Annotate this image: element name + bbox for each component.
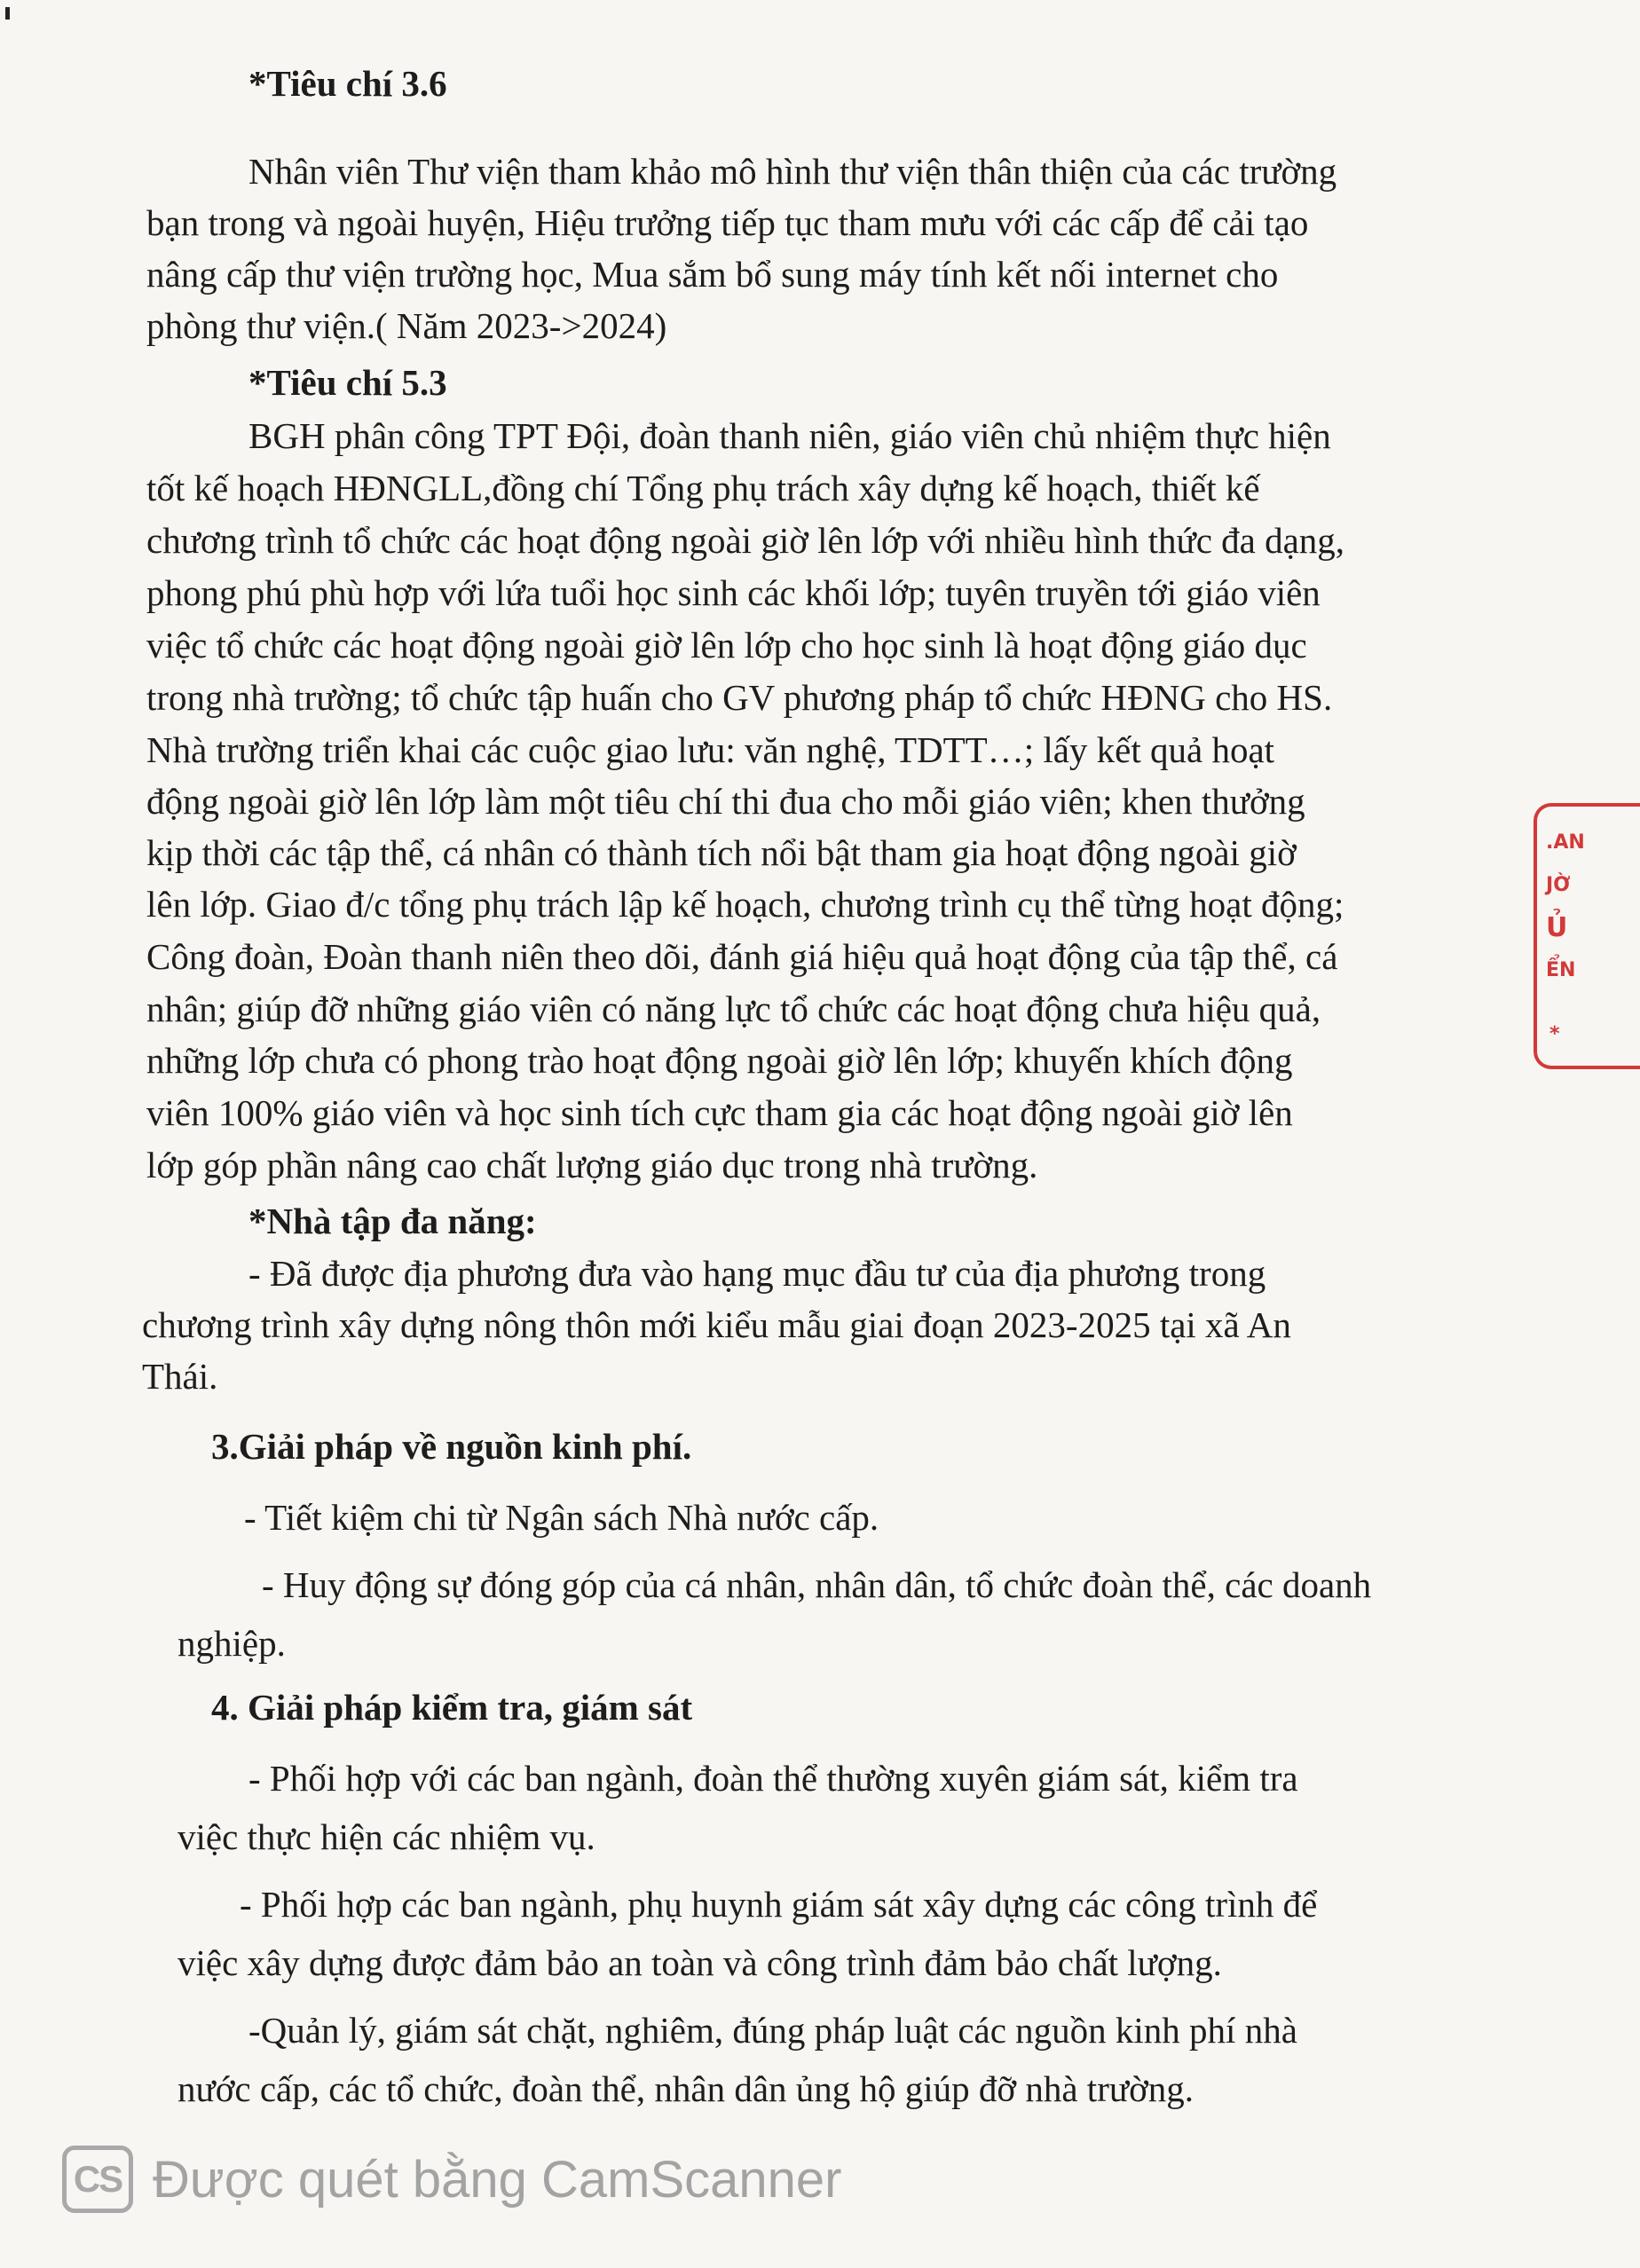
scan-corner-mark (5, 7, 10, 20)
heading-section-4-inspection: 4. Giải pháp kiểm tra, giám sát (211, 1687, 693, 1728)
para-36-line-1: Nhân viên Thư viện tham khảo mô hình thư viện thân thiện của các trường (248, 151, 1337, 192)
section-3-item-2-line-2: nghiệp. (177, 1623, 286, 1664)
para-53-line-8: động ngoài giờ lên lớp làm một tiêu chí thi đua cho mỗi giáo viên; khen thưởng (146, 781, 1305, 822)
para-hall-line-1: - Đã được địa phương đưa vào hạng mục đầu tư của địa phương trong (248, 1253, 1266, 1294)
para-53-line-2: tốt kế hoạch HĐNGLL,đồng chí Tổng phụ trách xây dựng kế hoạch, thiết kế (146, 468, 1260, 508)
section-4-item-2-line-2: việc xây dựng được đảm bảo an toàn và công trình đảm bảo chất lượng. (177, 1942, 1222, 1983)
heading-criterion-3-6: *Tiêu chí 3.6 (248, 63, 447, 104)
camscanner-watermark (62, 2146, 842, 2213)
para-53-line-4: phong phú phù hợp với lứa tuổi học sinh các khối lớp; tuyên truyền tới giáo viên (146, 572, 1321, 613)
heading-section-3-funding: 3.Giải pháp về nguồn kinh phí. (211, 1426, 692, 1467)
para-53-line-9: kịp thời các tập thể, cá nhân có thành tích nổi bật tham gia hoạt động ngoài giờ (146, 832, 1297, 873)
section-3-item-1: - Tiết kiệm chi từ Ngân sách Nhà nước cấp. (244, 1497, 879, 1538)
para-53-line-5: việc tổ chức các hoạt động ngoài giờ lên lớp cho học sinh là hoạt động giáo dục (146, 625, 1307, 665)
para-53-line-13: những lớp chưa có phong trào hoạt động ngoài giờ lên lớp; khuyến khích động (146, 1040, 1293, 1081)
section-4-item-1-line-2: việc thực hiện các nhiệm vụ. (177, 1816, 595, 1857)
section-4-item-3-line-1: -Quản lý, giám sát chặt, nghiêm, đúng pháp luật các nguồn kinh phí nhà (248, 2010, 1297, 2051)
seal-text-5: * (1549, 1023, 1560, 1045)
camscanner-caption: Được quét bằng CamScanner (153, 2150, 842, 2209)
seal-text-2: JỜ (1546, 874, 1571, 896)
seal-text-4: ỂN (1546, 959, 1576, 981)
para-53-line-3: chương trình tổ chức các hoạt động ngoài giờ lên lớp với nhiều hình thức đa dạng, (146, 520, 1345, 561)
para-53-line-6: trong nhà trường; tổ chức tập huấn cho GV phương pháp tổ chức HĐNG cho HS. (146, 677, 1333, 718)
heading-multipurpose-hall: *Nhà tập đa năng: (248, 1201, 537, 1241)
para-53-line-7: Nhà trường triển khai các cuộc giao lưu: văn nghệ, TDTT…; lấy kết quả hoạt (146, 729, 1275, 770)
section-4-item-1-line-1: - Phối hợp với các ban ngành, đoàn thể thường xuyên giám sát, kiểm tra (248, 1758, 1298, 1799)
para-hall-line-2: chương trình xây dựng nông thôn mới kiểu mẫu giai đoạn 2023-2025 tại xã An (142, 1304, 1291, 1345)
para-36-line-4: phòng thư viện.( Năm 2023->2024) (146, 305, 667, 346)
red-seal-fragment (1534, 803, 1585, 1078)
para-36-line-3: nâng cấp thư viện trường học, Mua sắm bổ sung máy tính kết nối internet cho (146, 254, 1279, 295)
section-3-item-2-line-1: - Huy động sự đóng góp của cá nhân, nhân dân, tổ chức đoàn thể, các doanh (262, 1564, 1372, 1605)
para-53-line-1: BGH phân công TPT Đội, đoàn thanh niên, giáo viên chủ nhiệm thực hiện (248, 415, 1331, 456)
para-53-line-15: lớp góp phần nâng cao chất lượng giáo dục trong nhà trường. (146, 1145, 1038, 1185)
heading-criterion-5-3: *Tiêu chí 5.3 (248, 362, 447, 403)
section-4-item-3-line-2: nước cấp, các tổ chức, đoàn thể, nhân dân ủng hộ giúp đỡ nhà trường. (177, 2068, 1194, 2109)
seal-text-1: .AN (1546, 831, 1585, 854)
para-53-line-12: nhân; giúp đỡ những giáo viên có năng lực tổ chức các hoạt động chưa hiệu quả, (146, 988, 1321, 1029)
para-53-line-10: lên lớp. Giao đ/c tổng phụ trách lập kế hoạch, chương trình cụ thể từng hoạt động; (146, 884, 1344, 925)
para-hall-line-3: Thái. (142, 1356, 218, 1397)
para-53-line-11: Công đoàn, Đoàn thanh niên theo dõi, đánh giá hiệu quả hoạt động của tập thể, cá (146, 936, 1338, 977)
section-4-item-2-line-1: - Phối hợp các ban ngành, phụ huynh giám sát xây dựng các công trình để (240, 1884, 1318, 1925)
para-53-line-14: viên 100% giáo viên và học sinh tích cực tham gia các hoạt động ngoài giờ lên (146, 1092, 1293, 1133)
camscanner-logo-icon: CS (62, 2146, 133, 2213)
para-36-line-2: bạn trong và ngoài huyện, Hiệu trưởng tiếp tục tham mưu với các cấp để cải tạo (146, 202, 1309, 243)
seal-text-3: Ủ (1546, 912, 1568, 943)
